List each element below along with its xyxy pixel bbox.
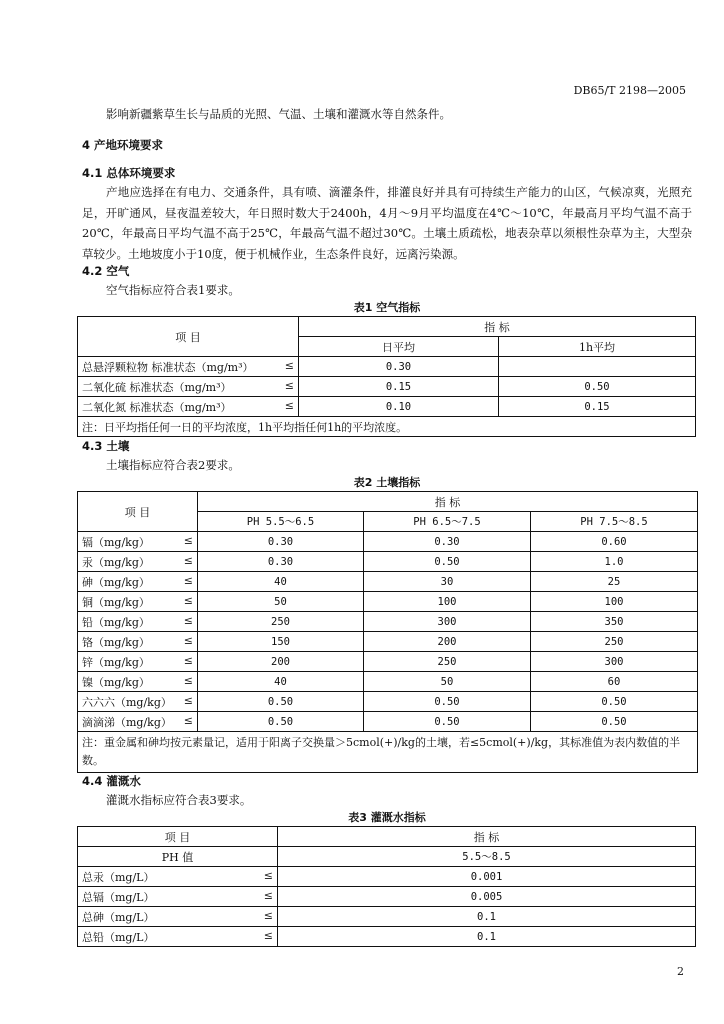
section-4-3-title: 4.3 土壤 <box>82 439 130 453</box>
cell-value: 250 <box>364 652 531 672</box>
cell-value: 0.50 <box>198 692 364 712</box>
cell-value: 60 <box>531 672 698 692</box>
cell-value: 0.60 <box>531 532 698 552</box>
cell-value <box>499 357 696 377</box>
cell-value: 0.10 <box>299 397 499 417</box>
table-row <box>78 847 696 867</box>
table-row <box>78 532 698 552</box>
table1-sub-daily: 日平均 <box>299 337 499 357</box>
cell-value: 0.001 <box>278 867 696 887</box>
row-label: 铜（mg/kg） <box>82 595 150 609</box>
table-row <box>78 652 698 672</box>
lte-sign: ≤ <box>263 908 273 922</box>
cell-value: 0.50 <box>198 712 364 732</box>
cell-value: 0.50 <box>499 377 696 397</box>
table2-caption: 表2 土壤指标 <box>353 476 421 489</box>
cell-value: 0.15 <box>299 377 499 397</box>
table-soil <box>77 491 698 773</box>
section-4-2-text: 空气指标应符合表1要求。 <box>106 283 240 297</box>
lte-sign: ≤ <box>183 533 193 547</box>
row-label: 总铅（mg/L） <box>82 930 155 944</box>
table2-sub-ph3: PH 7.5～8.5 <box>531 512 698 532</box>
table1-col-index: 指 标 <box>299 317 696 337</box>
row-label: 镉（mg/kg） <box>82 535 150 549</box>
table2-col-index: 指 标 <box>198 492 698 512</box>
lte-sign: ≤ <box>183 713 193 727</box>
row-label: 二氧化氮 标准状态（mg/m³） <box>82 400 232 414</box>
table-row <box>78 357 696 377</box>
table-row <box>78 552 698 572</box>
cell-value: 30 <box>364 572 531 592</box>
lte-sign: ≤ <box>183 653 193 667</box>
lte-sign: ≤ <box>183 553 193 567</box>
section-4-1-text: 产地应选择在有电力、交通条件，具有喷、滴灌条件，排灌良好并具有可持续生产能力的山区，气候凉爽，光照充足，开旷通风，昼夜温差较大，年日照时数大于2400h，4月～9月平均温度在4℃～10℃，年最高月平均气温不高于20℃，年最高日平均气温不高于25℃，年最高气温不超过30℃。土壤土质疏松，地表杂草以须根性杂草为主，大型杂草较少。土地坡度小于10度，便于机械作业，生态条件良好，远离污染源。 <box>82 185 692 261</box>
lte-sign: ≤ <box>183 693 193 707</box>
table3-caption: 表3 灌溉水指标 <box>348 811 426 824</box>
intro-line: 影响新疆紫草生长与品质的光照、气温、土壤和灌溉水等自然条件。 <box>106 107 451 121</box>
cell-value: 0.50 <box>531 692 698 712</box>
table-air <box>77 316 696 437</box>
table1-col-item: 项 目 <box>78 317 299 357</box>
lte-sign: ≤ <box>183 613 193 627</box>
cell-value: 0.30 <box>198 552 364 572</box>
row-label: 总汞（mg/L） <box>82 870 155 884</box>
section-4-3-text: 土壤指标应符合表2要求。 <box>106 458 240 472</box>
cell-value: 200 <box>198 652 364 672</box>
table-row <box>78 887 696 907</box>
row-label: 总镉（mg/L） <box>82 890 155 904</box>
table-row <box>78 377 696 397</box>
row-label: 铬（mg/kg） <box>82 635 150 649</box>
cell-value: 0.30 <box>198 532 364 552</box>
table2-sub-ph2: PH 6.5～7.5 <box>364 512 531 532</box>
table-row <box>78 612 698 632</box>
cell-value: 25 <box>531 572 698 592</box>
table-irrigation-water <box>77 826 696 947</box>
cell-value: 0.50 <box>364 552 531 572</box>
lte-sign: ≤ <box>183 573 193 587</box>
cell-value: 0.50 <box>531 712 698 732</box>
lte-sign: ≤ <box>183 673 193 687</box>
cell-value: 350 <box>531 612 698 632</box>
table3-col-index: 指 标 <box>278 827 696 847</box>
lte-sign: ≤ <box>263 868 273 882</box>
cell-value: 0.50 <box>364 692 531 712</box>
lte-sign: ≤ <box>183 633 193 647</box>
table2-col-item: 项 目 <box>78 492 198 532</box>
table3-col-item: 项 目 <box>78 827 278 847</box>
cell-value: 300 <box>531 652 698 672</box>
section-4-2-title: 4.2 空气 <box>82 264 130 278</box>
row-label: PH 值 <box>78 847 278 867</box>
cell-value: 50 <box>364 672 531 692</box>
section-4-title: 4 产地环境要求 <box>82 138 164 152</box>
cell-value: 1.0 <box>531 552 698 572</box>
table-row <box>78 867 696 887</box>
page-number: 2 <box>677 965 684 978</box>
cell-value: 100 <box>531 592 698 612</box>
row-label: 镍（mg/kg） <box>82 675 150 689</box>
row-label: 锌（mg/kg） <box>82 655 150 669</box>
table-row <box>78 397 696 417</box>
row-label: 铅（mg/kg） <box>82 615 150 629</box>
cell-value: 150 <box>198 632 364 652</box>
table2-note: 注：重金属和砷均按元素量记，适用于阳离子交换量＞5cmol(+)/kg的土壤，若≤5cmol(+)/kg，其标准值为表内数值的半数。 <box>78 732 698 773</box>
table-row <box>78 692 698 712</box>
document-code: DB65/T 2198—2005 <box>573 84 686 97</box>
table2-sub-ph1: PH 5.5～6.5 <box>198 512 364 532</box>
table-row <box>78 592 698 612</box>
row-label: 砷（mg/kg） <box>82 575 150 589</box>
cell-value: 250 <box>531 632 698 652</box>
cell-value: 0.1 <box>278 927 696 947</box>
cell-value: 40 <box>198 572 364 592</box>
cell-value: 300 <box>364 612 531 632</box>
row-label: 总砷（mg/L） <box>82 910 155 924</box>
row-label: 六六六（mg/kg） <box>82 695 172 709</box>
row-label: 汞（mg/kg） <box>82 555 150 569</box>
lte-sign: ≤ <box>263 888 273 902</box>
cell-value: 0.15 <box>499 397 696 417</box>
lte-sign: ≤ <box>263 928 273 942</box>
row-label: 二氧化硫 标准状态（mg/m³） <box>82 380 232 394</box>
cell-value: 0.50 <box>364 712 531 732</box>
table-row <box>78 907 696 927</box>
lte-sign: ≤ <box>284 358 294 372</box>
cell-value: 0.30 <box>299 357 499 377</box>
table-row <box>78 712 698 732</box>
cell-value: 200 <box>364 632 531 652</box>
lte-sign: ≤ <box>284 398 294 412</box>
cell-value: 0.005 <box>278 887 696 907</box>
cell-value: 0.1 <box>278 907 696 927</box>
row-label: 总悬浮颗粒物 标准状态（mg/m³） <box>82 360 254 374</box>
table1-note: 注：日平均指任何一日的平均浓度，1h平均指任何1h的平均浓度。 <box>78 417 696 437</box>
cell-value: 250 <box>198 612 364 632</box>
table-row <box>78 672 698 692</box>
section-4-1-title: 4.1 总体环境要求 <box>82 166 176 180</box>
section-4-4-text: 灌溉水指标应符合表3要求。 <box>106 793 252 807</box>
lte-sign: ≤ <box>183 593 193 607</box>
table-row <box>78 632 698 652</box>
table-row <box>78 927 696 947</box>
table1-sub-hourly: 1h平均 <box>499 337 696 357</box>
lte-sign: ≤ <box>284 378 294 392</box>
row-label: 滴滴涕（mg/kg） <box>82 715 172 729</box>
table-row <box>78 572 698 592</box>
table1-caption: 表1 空气指标 <box>353 301 421 314</box>
cell-value: 0.30 <box>364 532 531 552</box>
cell-value: 50 <box>198 592 364 612</box>
cell-value: 100 <box>364 592 531 612</box>
section-4-4-title: 4.4 灌溉水 <box>82 774 141 788</box>
cell-value: 40 <box>198 672 364 692</box>
cell-value: 5.5～8.5 <box>278 847 696 867</box>
